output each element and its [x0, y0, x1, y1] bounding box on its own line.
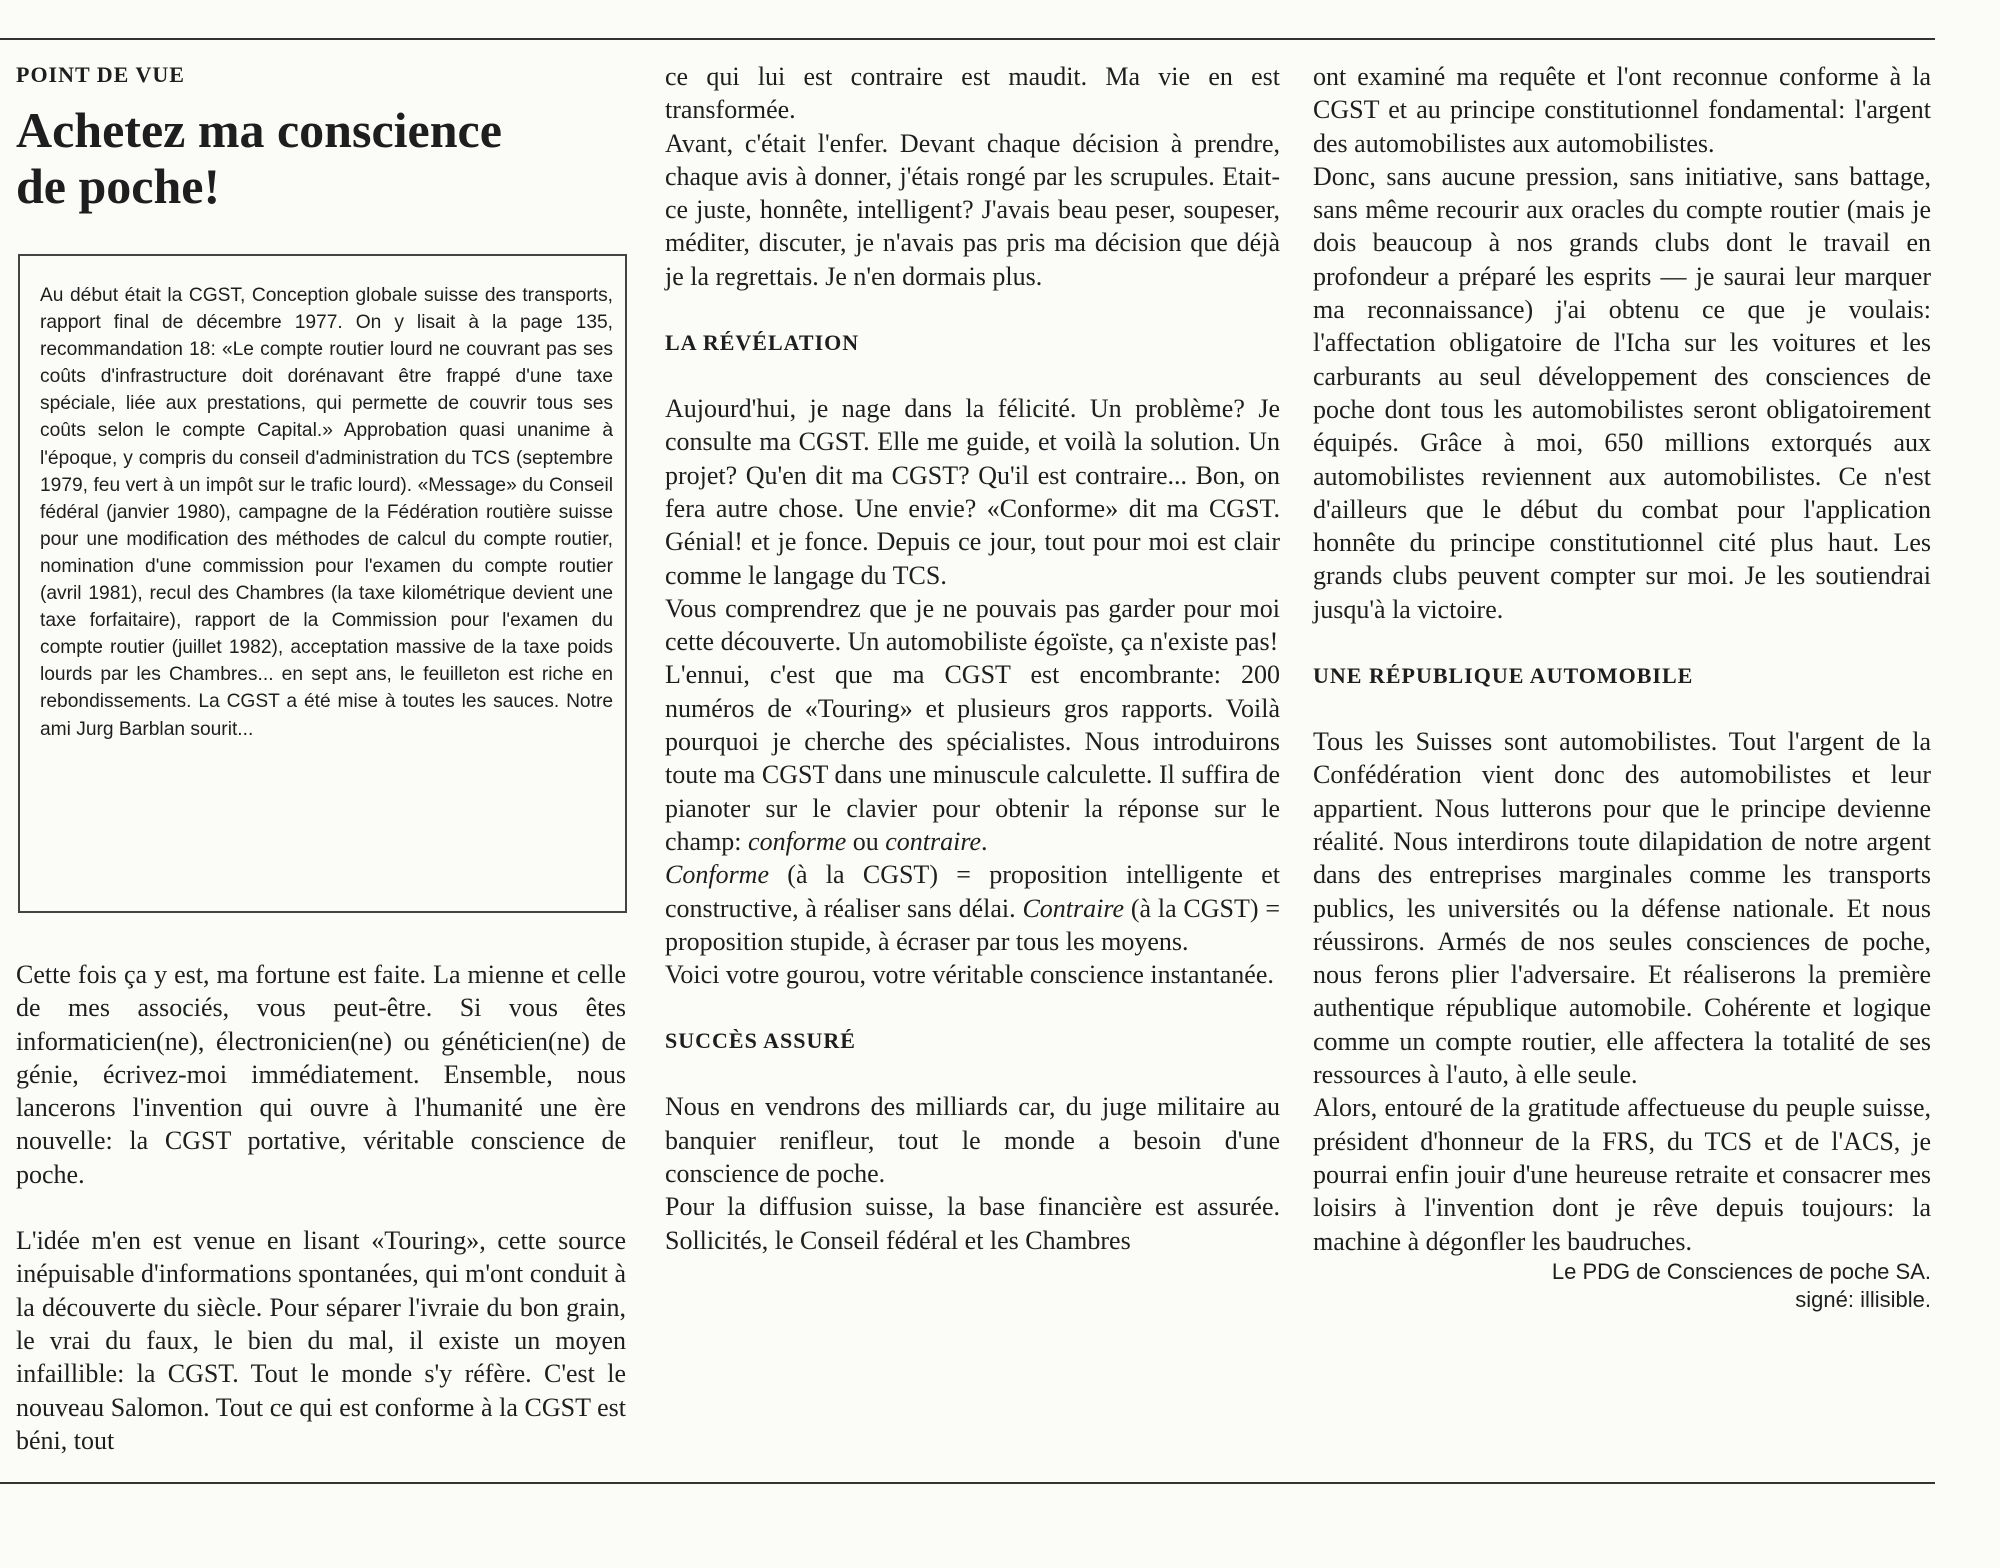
- paragraph: [665, 858, 1280, 958]
- paragraph: Donc, sans aucune pression, sans initiative, sans battage, sans même recourir aux oracles du compte routier (mais je dois beaucoup à nos grands clubs dont le travail en profondeur a préparé les esprits — je saurai leur marquer ma reconnaissance) j'ai obtenu ce que je voulais: l'affectation obligatoire de l'Icha sur les voitures et les carburants au seul développement des consciences de poche dont tous les automobilistes seront obligatoirement équipés. Grâce à moi, 650 millions extorqués aux automobilistes reviennent aux automobilistes. Ce n'est d'ailleurs que le début du combat pour l'application honnête du principe constitutionnel cité plus haut. Les grands clubs peuvent compter sur moi. Je les soutiendrai jusqu'à la victoire.: [1313, 161, 1931, 624]
- intro-box: [18, 254, 627, 913]
- signature-line-2: signé: illisible.: [1795, 1286, 1931, 1312]
- text: (à la CGST) = proposition stupide, à écraser par tous les moyens.: [665, 893, 1280, 956]
- emphasis: Conforme: [665, 860, 769, 890]
- paragraph: ont examiné ma requête et l'ont reconnue conforme à la CGST et au principe constitutionnel fondamental: l'argent des automobilistes aux automobilistes.: [1313, 62, 1931, 158]
- paragraph: Voici votre gourou, votre véritable conscience instantanée.: [665, 960, 1274, 990]
- paragraph: Alors, entouré de la gratitude affectueuse du peuple suisse, président d'honneur de la FRS, du TCS et de l'ACS, je pourrai enfin jouir d'une heureuse retraite et consacrer mes loisirs à l'invention dont je rêve depuis toujours: la machine à dégonfler les baudruches.: [1313, 1093, 1931, 1256]
- column-2: [665, 60, 1280, 1257]
- article-title: [16, 102, 626, 214]
- signature: [1313, 1258, 1931, 1314]
- intro-text: Au début était la CGST, Conception globale suisse des transports, rapport final de décembre 1977. On y lisait à la page 135, recommandation 18: «Le compte routier lourd ne couvrant pas ses coûts d'infrastructure doit dorénavant être frappé d'une taxe spéciale, liée aux prestations, qui permette de couvrir tous ses coûts selon le compte Capital.» Approbation quasi unanime à l'époque, y compris du conseil d'administration du TCS (septembre 1979, feu vert à un impôt sur le trafic lourd). «Message» du Conseil fédéral (janvier 1980), campagne de la Fédération routière suisse pour une modification des méthodes de calcul du compte routier, nomination d'une commission pour l'examen du compte routier (avril 1981), recul des Chambres (la taxe kilométrique devient une taxe forfaitaire), rapport de la Commission pour l'examen du compte routier (juillet 1982), acceptation massive de la taxe poids lourds par les Chambres... en sept ans, le feuilleton est riche en rebondissements. La CGST a été mise à toutes les sauces. Notre ami Jurg Barblan sourit...: [40, 285, 613, 740]
- column-1: [16, 60, 626, 214]
- emphasis: Contraire: [1022, 893, 1125, 923]
- subheading-republique: UNE RÉPUBLIQUE AUTOMOBILE: [1313, 663, 1694, 689]
- emphasis: conforme: [748, 826, 847, 856]
- column-1-body: [16, 958, 626, 1457]
- emphasis: contraire: [885, 826, 982, 856]
- paragraph: Cette fois ça y est, ma fortune est faite. La mienne et celle de mes associés, vous peut-être. Si vous êtes informaticien(ne), électronicien(ne) ou généticien(ne) de génie, écrivez-moi immédiatement. Ensemble, nous lancerons l'invention qui ouvre à l'humanité une ère nouvelle: la CGST portative, véritable conscience de poche.: [16, 960, 626, 1189]
- paragraph: Vous comprendrez que je ne pouvais pas garder pour moi cette découverte. Un automobiliste égoïste, ça n'existe pas!: [665, 593, 1280, 657]
- subheading-revelation: LA RÉVÉLATION: [665, 330, 860, 356]
- paragraph: Pour la diffusion suisse, la base financière est assurée. Sollicités, le Conseil fédéral et les Chambres: [665, 1192, 1280, 1255]
- paragraph: ce qui lui est contraire est maudit. Ma vie en est transformée.: [665, 62, 1280, 125]
- text: (à la CGST) = proposition intelligente et constructive, à réaliser sans délai.: [665, 860, 1280, 923]
- subheading-succes: SUCCÈS ASSURÉ: [665, 1028, 856, 1054]
- paragraph: Tous les Suisses sont automobilistes. Tout l'argent de la Confédération vient donc des automobilistes et leur appartient. Nous lutterons pour que le principe devienne réalité. Nous interdirons toute dilapidation de notre argent dans des entreprises marginales comme les transports publics, les universités ou la défense nationale. Et nous réussirons. Armés de nos seules consciences de poche, nous ferons plier l'adversaire. Et réaliserons la première authentique république automobile. Cohérente et logique comme un compte routier, elle affectera la totalité de ses ressources à l'auto, à elle seule.: [1313, 727, 1931, 1090]
- text: .: [981, 826, 988, 856]
- paragraph: Nous en vendrons des milliards car, du juge militaire au banquier renifleur, tout le monde a besoin d'une conscience de poche.: [665, 1092, 1280, 1189]
- text: ou: [846, 826, 886, 856]
- bottom-rule: [0, 1482, 1935, 1484]
- title-line-2: de poche!: [16, 158, 221, 214]
- text: L'ennui, c'est que ma CGST est encombrante: 200 numéros de «Touring» et plusieurs gros rapports. Voilà pourquoi je cherche des spécialistes. Nous introduirons toute ma CGST dans une minuscule calculette. Il suffira de pianoter sur le clavier pour obtenir la réponse sur le champ:: [665, 660, 1280, 856]
- top-rule: [0, 38, 1935, 40]
- paragraph: Avant, c'était l'enfer. Devant chaque décision à prendre, chaque avis à donner, j'étais rongé par les scrupules. Etait-ce juste, honnête, intelligent? J'avais beau peser, soupeser, méditer, discuter, je n'avais pas pris ma décision que déjà je la regrettais. Je n'en dormais plus.: [665, 128, 1280, 291]
- paragraph: [665, 658, 1280, 858]
- kicker: POINT DE VUE: [16, 62, 185, 87]
- paragraph: L'idée m'en est venue en lisant «Touring», cette source inépuisable d'informations spontanées, qui m'ont conduit à la découverte du siècle. Pour séparer l'ivraie du bon grain, le vrai du faux, le bien du mal, il existe un moyen infaillible: la CGST. Tout le monde s'y réfère. C'est le nouveau Salomon. Tout ce qui est conforme à la CGST est béni, tout: [16, 1226, 626, 1455]
- paragraph: Aujourd'hui, je nage dans la félicité. Un problème? Je consulte ma CGST. Elle me guide, et voilà la solution. Un projet? Qu'en dit ma CGST? Qu'il est contraire... Bon, on fera autre chose. Une envie? «Conforme» dit ma CGST. Génial! et je fonce. Depuis ce jour, tout pour moi est clair comme le langage du TCS.: [665, 394, 1280, 590]
- signature-line-1: Le PDG de Consciences de poche SA.: [1551, 1258, 1931, 1284]
- column-3: [1313, 60, 1931, 1314]
- title-line-1: Achetez ma conscience: [16, 102, 502, 158]
